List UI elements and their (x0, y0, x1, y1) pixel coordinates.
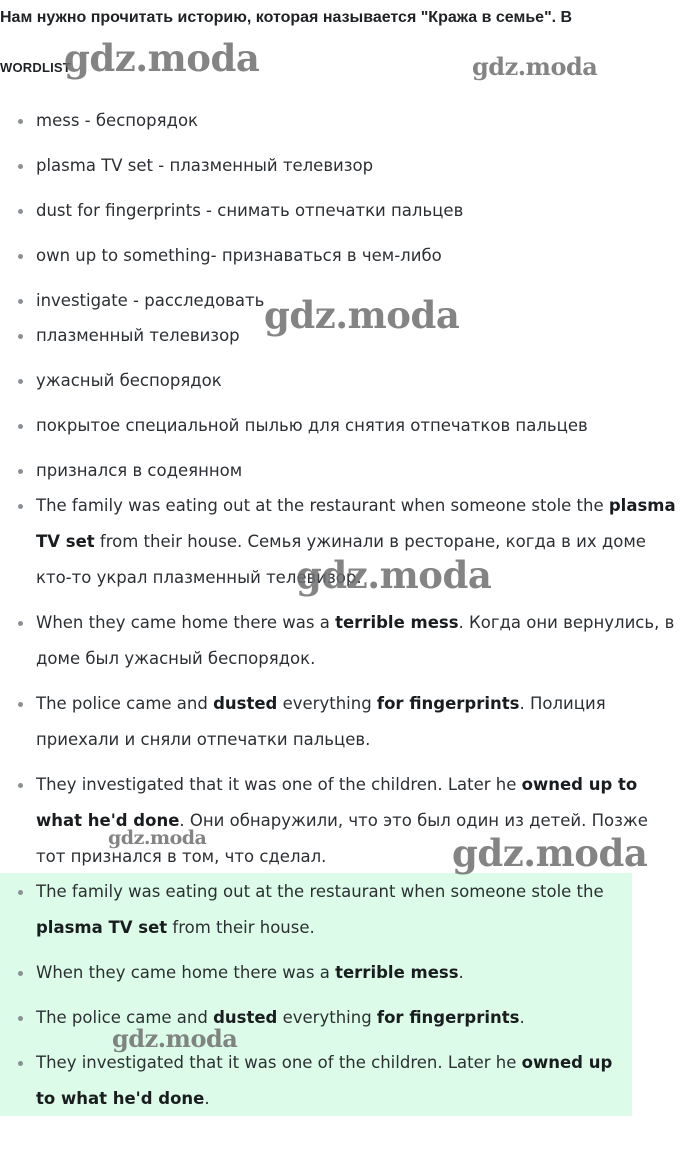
wordlist-item: plasma TV set - плазменный телевизор (36, 148, 678, 184)
sentence-item: The family was eating out at the restaurant when someone stole the plasma TV set from their house. Семья ужинали в ресторане, когда в их доме кто-то украл плазменный телевизор. (36, 488, 678, 596)
wordlist-item: dust for fingerprints - снимать отпечатки пальцев (36, 193, 678, 229)
sentence-item: The police came and dusted everything for fingerprints. Полиция приехали и сняли отпечатки пальцев. (36, 686, 678, 758)
wordlist-item: mess - беспорядок (36, 103, 678, 139)
translation-item: покрытое специальной пылью для снятия отпечатков пальцев (36, 408, 678, 444)
page-title: Нам нужно прочитать историю, которая называется "Кража в семье". В (0, 9, 573, 26)
watermark: gdz.moda (64, 36, 260, 80)
translation-item: плазменный телевизор (36, 318, 678, 354)
watermark: gdz.moda (452, 831, 648, 875)
watermark: gdz.moda (108, 827, 207, 849)
sentence-item: They investigated that it was one of the children. Later he owned up to what he'd done. Они обнаружили, что это был один из детей. Позже тот признался в том, что сделал. (36, 767, 678, 875)
translation-item: признался в содеянном (36, 453, 678, 489)
watermark: gdz.moda (264, 293, 460, 337)
watermark: gdz.moda (472, 52, 598, 81)
wordlist-item: investigate - расследовать (36, 283, 678, 319)
answer-item: The family was eating out at the restaurant when someone stole the plasma TV set from their house. (36, 874, 626, 946)
answer-item: When they came home there was a terrible mess. (36, 955, 626, 991)
wordlist-label: WORDLIST (0, 60, 71, 75)
sentence-item: When they came home there was a terrible mess. Когда они вернулись, в доме был ужасный беспорядок. (36, 605, 678, 677)
answer-item: The police came and dusted everything for fingerprints. (36, 1000, 626, 1036)
watermark: gdz.moda (296, 553, 492, 597)
translation-item: ужасный беспорядок (36, 363, 678, 399)
wordlist-item: own up to something- признаваться в чем-либо (36, 238, 678, 274)
answer-item: They investigated that it was one of the children. Later he owned up to what he'd done. (36, 1045, 626, 1117)
watermark: gdz.moda (112, 1024, 238, 1053)
